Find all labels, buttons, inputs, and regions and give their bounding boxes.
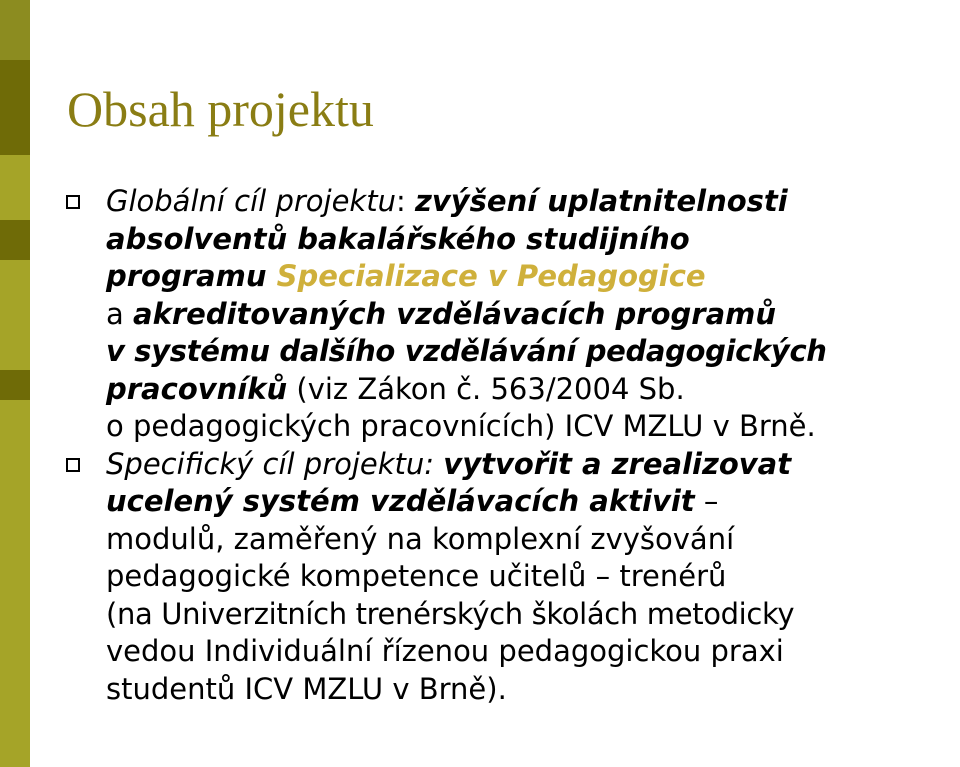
text-line xyxy=(106,371,951,409)
text-line xyxy=(106,258,951,296)
emphasis-text: programu xyxy=(106,259,277,293)
side-bar-segment xyxy=(0,260,30,370)
text-line: vedou Individuální řízenou pedagogickou praxi xyxy=(106,634,784,668)
text-line: o pedagogických pracovnících) ICV MZLU v Brně. xyxy=(106,409,816,443)
text-line xyxy=(106,183,951,221)
text-line: (na Univerzitních trenérských školách metodicky xyxy=(106,596,795,631)
bullet-list xyxy=(66,183,951,708)
text-line: modulů, zaměřený na komplexní zvyšování xyxy=(106,521,735,556)
emphasis-text: vytvořit a zrealizovat xyxy=(443,446,792,481)
text-line: studentů ICV MZLU v Brně). xyxy=(106,671,507,706)
emphasis-text: pracovníků xyxy=(106,371,288,406)
text-segment: (viz Zákon č. 563/2004 Sb. xyxy=(287,371,685,406)
emphasis-text: zvýšení uplatnitelnosti xyxy=(414,184,788,218)
text-line xyxy=(106,296,951,334)
square-bullet-icon xyxy=(66,458,80,472)
slide-title: Obsah projektu xyxy=(67,81,374,137)
text-segment: a xyxy=(106,296,133,331)
text-line: absolventů bakalářského studijního xyxy=(106,221,690,256)
text-line: v systému dalšího vzdělávání pedagogických xyxy=(106,334,827,368)
side-bar-segment xyxy=(0,60,30,155)
text-line xyxy=(106,446,951,484)
bullet-specific-goal xyxy=(66,446,951,709)
emphasis-text: ucelený systém vzdělávacích aktivit xyxy=(106,484,695,518)
label-specific-goal: Specifický cíl projektu: xyxy=(106,446,444,481)
side-bar-segment xyxy=(0,400,30,767)
program-name-highlight: Specializace v Pedagogice xyxy=(276,259,706,293)
side-bar-segment xyxy=(0,0,30,60)
side-bar-segment xyxy=(0,370,30,400)
square-bullet-icon xyxy=(66,195,80,209)
label-global-goal: Globální cíl projektu xyxy=(106,184,396,218)
text-line: pedagogické kompetence učitelů – trenérů xyxy=(106,559,727,593)
decorative-side-bar xyxy=(0,0,30,767)
text-line xyxy=(106,483,951,521)
text-segment: – xyxy=(694,484,719,518)
emphasis-text: akreditovaných vzdělávacích programů xyxy=(133,296,776,331)
bullet-global-goal xyxy=(66,183,951,446)
text-segment: : xyxy=(395,184,415,218)
side-bar-segment xyxy=(0,220,30,260)
side-bar-segment xyxy=(0,155,30,220)
